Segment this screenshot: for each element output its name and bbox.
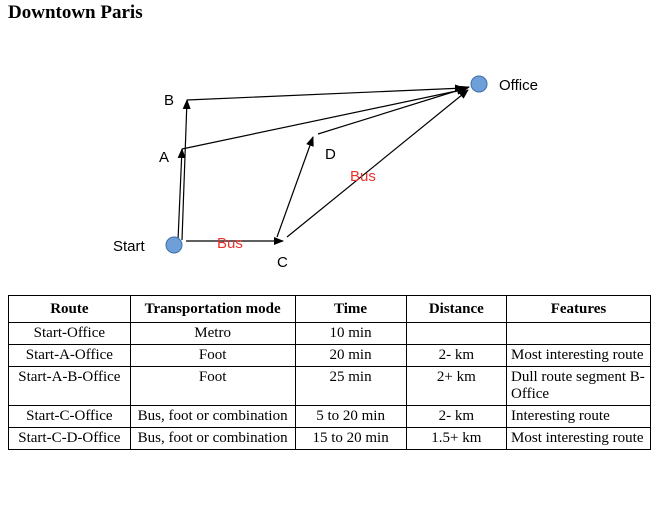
cell-mode: Foot	[130, 367, 295, 406]
label-start: Start	[113, 238, 145, 255]
table-row	[9, 323, 651, 345]
header-mode: Transportation mode	[130, 296, 295, 323]
cell-time: 15 to 20 min	[295, 428, 406, 450]
header-features: Features	[507, 296, 651, 323]
table-row	[9, 367, 651, 406]
label-office: Office	[499, 77, 538, 94]
cell-features: Most interesting route	[507, 345, 651, 367]
cell-mode: Foot	[130, 345, 295, 367]
routes-table	[8, 295, 651, 450]
label-c: C	[277, 254, 288, 271]
cell-time: 5 to 20 min	[295, 406, 406, 428]
edge-c-office	[287, 90, 468, 237]
cell-distance: 2+ km	[406, 367, 506, 406]
table-row	[9, 345, 651, 367]
edge-c-d	[277, 137, 313, 237]
cell-features: Interesting route	[507, 406, 651, 428]
edge-d-office	[318, 87, 469, 134]
cell-route: Start-C-D-Office	[9, 428, 131, 450]
cell-features: Most interesting route	[507, 428, 651, 450]
header-time: Time	[295, 296, 406, 323]
page-title: Downtown Paris	[8, 2, 143, 23]
cell-time: 25 min	[295, 367, 406, 406]
header-route: Route	[9, 296, 131, 323]
table-row	[9, 428, 651, 450]
cell-mode: Metro	[130, 323, 295, 345]
cell-mode: Bus, foot or combination	[130, 406, 295, 428]
cell-distance	[406, 323, 506, 345]
cell-route: Start-A-B-Office	[9, 367, 131, 406]
label-d: D	[325, 146, 336, 163]
node-start	[166, 237, 182, 253]
cell-route: Start-A-Office	[9, 345, 131, 367]
label-b: B	[164, 92, 175, 109]
cell-features	[507, 323, 651, 345]
cell-time: 10 min	[295, 323, 406, 345]
cell-time: 20 min	[295, 345, 406, 367]
edge-label-c-office: Bus	[350, 168, 376, 185]
label-a: A	[159, 149, 170, 166]
table-header-row	[9, 296, 651, 323]
cell-distance: 2- km	[406, 345, 506, 367]
cell-distance: 1.5+ km	[406, 428, 506, 450]
header-distance: Distance	[406, 296, 506, 323]
edge-start-a	[178, 149, 182, 240]
cell-mode: Bus, foot or combination	[130, 428, 295, 450]
node-office	[471, 76, 487, 92]
cell-features: Dull route segment B-Office	[507, 367, 651, 406]
table-row	[9, 406, 651, 428]
edge-start-b	[182, 100, 187, 240]
cell-route: Start-Office	[9, 323, 131, 345]
cell-distance: 2- km	[406, 406, 506, 428]
edge-label-start-c: Bus	[217, 235, 243, 252]
cell-route: Start-C-Office	[9, 406, 131, 428]
